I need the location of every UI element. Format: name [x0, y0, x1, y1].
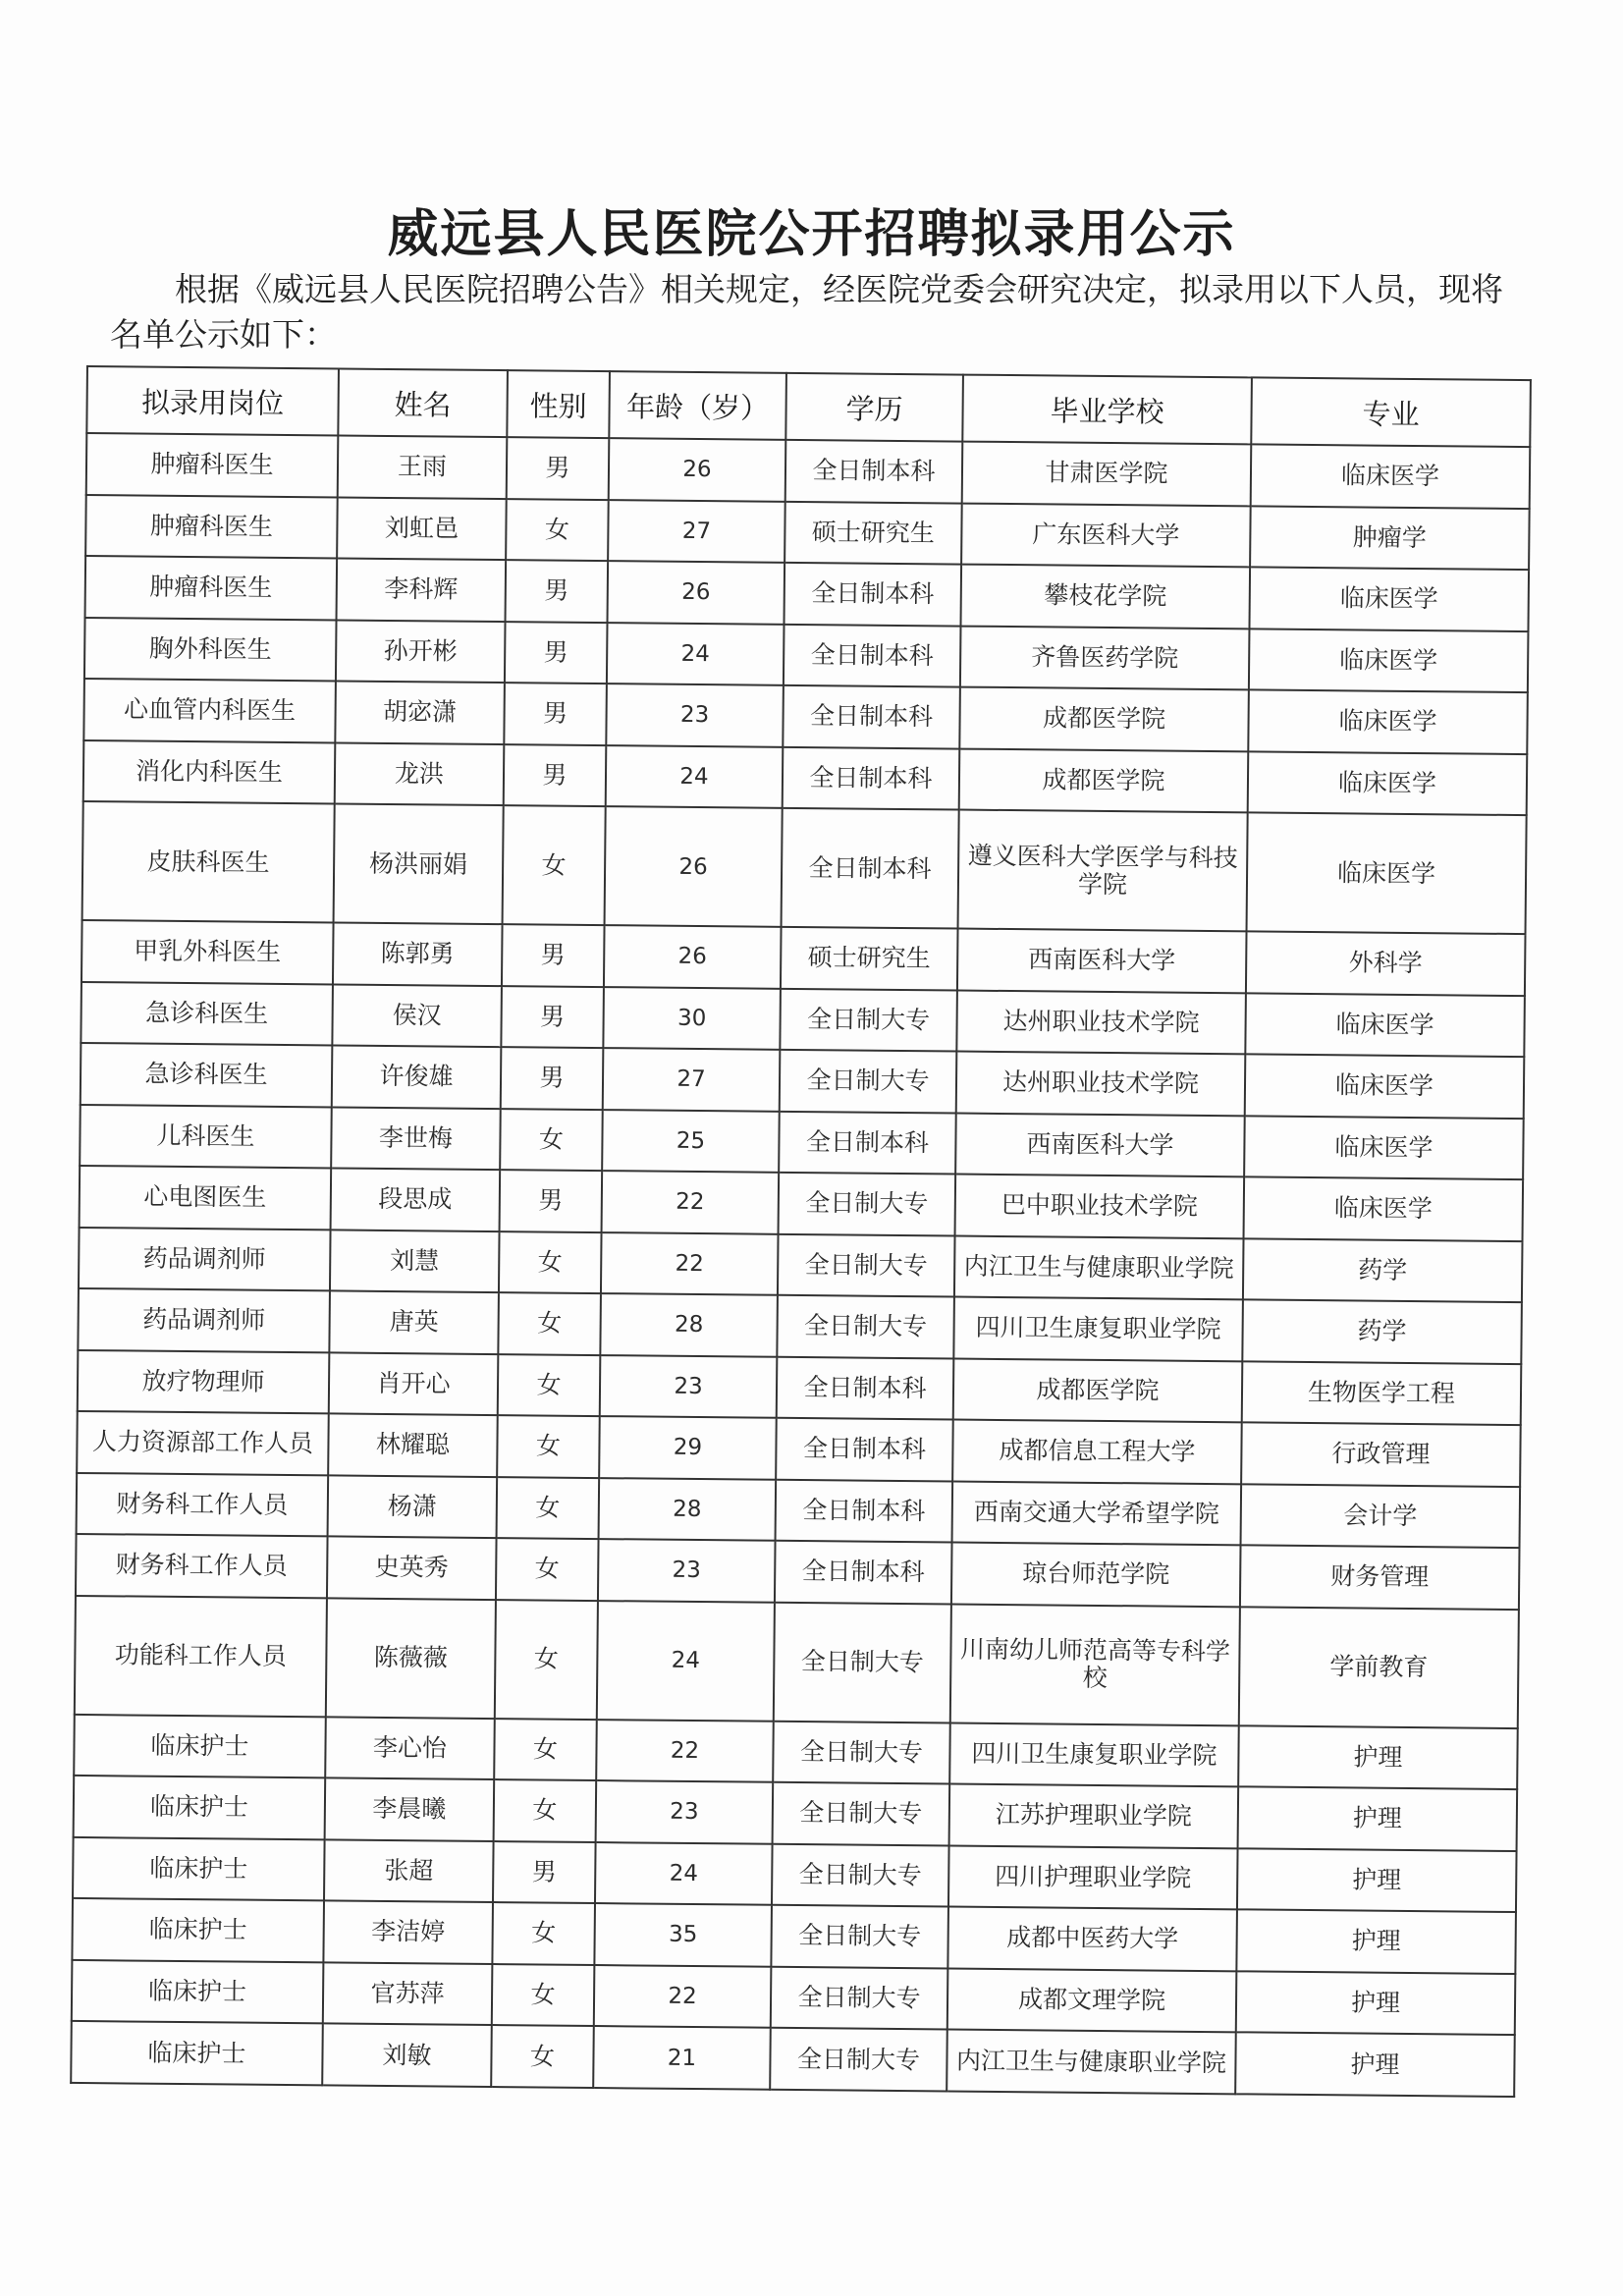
cell-position: 消化内科医生 [83, 740, 336, 804]
header-age: 年龄（岁） [609, 371, 786, 440]
table-row [82, 801, 1527, 934]
cell-education: 全日制本科 [776, 1418, 953, 1481]
cell-major: 行政管理 [1241, 1422, 1521, 1486]
cell-position: 人力资源部工作人员 [77, 1411, 329, 1475]
cell-age: 22 [601, 1232, 779, 1295]
cell-name: 杨洪丽娟 [334, 804, 504, 925]
cell-age: 28 [599, 1478, 777, 1541]
cell-position: 药品调剂师 [79, 1228, 331, 1291]
cell-name: 杨潇 [328, 1475, 498, 1538]
header-gender: 性别 [507, 370, 610, 438]
cell-school: 四川卫生康复职业学院 [949, 1722, 1239, 1786]
cell-name: 龙洪 [335, 742, 505, 805]
cell-school: 四川卫生康复职业学院 [953, 1297, 1243, 1361]
cell-gender: 男 [504, 744, 607, 807]
cell-name: 肖开心 [329, 1352, 499, 1415]
cell-gender: 女 [491, 2025, 594, 2088]
cell-gender: 男 [505, 622, 608, 684]
table-row [71, 2021, 1515, 2097]
cell-school: 成都医学院 [959, 687, 1249, 751]
cell-education: 全日制本科 [782, 808, 959, 929]
cell-position: 急诊科医生 [81, 981, 333, 1045]
cell-age: 26 [608, 561, 785, 624]
cell-education: 全日制大专 [772, 1843, 949, 1906]
cell-name: 孙开彬 [336, 620, 506, 683]
cell-age: 26 [609, 438, 786, 501]
cell-name: 刘敏 [322, 2024, 492, 2088]
cell-gender: 女 [492, 1902, 595, 1965]
cell-position: 心电图医生 [80, 1166, 332, 1230]
cell-age: 26 [605, 806, 783, 927]
cell-name: 李晨曦 [325, 1777, 495, 1840]
cell-name: 胡宓潇 [335, 682, 505, 744]
cell-major: 会计学 [1241, 1484, 1521, 1548]
cell-school: 攀枝花学院 [960, 565, 1250, 629]
cell-position: 功能科工作人员 [75, 1596, 327, 1717]
cell-position: 甲乳外科医生 [81, 920, 334, 984]
cell-education: 全日制本科 [783, 685, 960, 748]
cell-age: 28 [600, 1293, 778, 1356]
cell-gender: 女 [506, 499, 609, 562]
cell-school: 成都信息工程大学 [952, 1420, 1242, 1484]
cell-position: 肿瘤科医生 [85, 556, 338, 620]
cell-name: 陈郭勇 [333, 922, 503, 985]
cell-position: 财务科工作人员 [77, 1473, 329, 1537]
cell-age: 23 [598, 1539, 776, 1602]
header-major: 专业 [1251, 377, 1531, 447]
cell-name: 李世梅 [331, 1107, 501, 1170]
cell-school: 巴中职业技术学院 [955, 1175, 1245, 1238]
cell-position: 临床护士 [72, 1960, 324, 2024]
cell-education: 全日制本科 [775, 1541, 952, 1604]
header-education: 学历 [785, 373, 963, 442]
cell-name: 侯汉 [332, 984, 502, 1047]
table-body [71, 433, 1530, 2097]
cell-position: 临床护士 [74, 1776, 326, 1839]
cell-name: 陈薇薇 [326, 1598, 496, 1719]
cell-position: 皮肤科医生 [82, 801, 335, 922]
cell-school: 达州职业技术学院 [956, 1052, 1246, 1116]
cell-education: 全日制本科 [776, 1479, 953, 1542]
cell-education: 全日制本科 [783, 746, 960, 809]
cell-school: 内江卫生与健康职业学院 [947, 2030, 1236, 2095]
cell-major: 学前教育 [1239, 1607, 1519, 1728]
cell-gender: 女 [494, 1719, 597, 1781]
cell-gender: 女 [495, 1600, 598, 1720]
cell-gender: 男 [500, 1170, 603, 1232]
cell-position: 临床护士 [72, 1898, 324, 1962]
cell-major: 临床医学 [1249, 629, 1529, 692]
cell-gender: 女 [503, 805, 606, 925]
cell-position: 急诊科医生 [81, 1043, 333, 1107]
cell-gender: 男 [506, 560, 609, 623]
cell-school: 西南医科大学 [957, 929, 1247, 993]
cell-major: 护理 [1235, 2032, 1515, 2097]
cell-age: 30 [603, 987, 781, 1050]
cell-age: 23 [600, 1355, 778, 1418]
cell-education: 全日制本科 [779, 1111, 956, 1174]
cell-name: 李科辉 [337, 558, 507, 621]
cell-gender: 女 [498, 1292, 601, 1355]
cell-school: 达州职业技术学院 [956, 990, 1246, 1054]
cell-age: 25 [602, 1110, 780, 1173]
cell-age: 27 [608, 500, 785, 563]
cell-name: 张超 [324, 1839, 494, 1902]
cell-age: 22 [594, 1965, 772, 2028]
cell-age: 23 [596, 1780, 774, 1843]
cell-school: 齐鲁医药学院 [960, 626, 1250, 689]
cell-name: 史英秀 [327, 1537, 497, 1600]
cell-age: 23 [606, 683, 784, 746]
cell-school: 西南交通大学希望学院 [952, 1481, 1242, 1545]
cell-age: 26 [604, 925, 782, 988]
cell-school: 成都中医药大学 [947, 1907, 1237, 1971]
cell-position: 药品调剂师 [78, 1288, 330, 1352]
cell-education: 全日制大专 [780, 1050, 957, 1113]
cell-major: 临床医学 [1247, 812, 1527, 934]
cell-education: 全日制大专 [774, 1602, 951, 1722]
cell-school: 成都医学院 [959, 748, 1249, 812]
cell-education: 全日制本科 [784, 624, 961, 686]
cell-school: 四川护理职业学院 [948, 1845, 1238, 1909]
cell-major: 护理 [1238, 1725, 1518, 1789]
cell-age: 21 [593, 2026, 771, 2090]
cell-school: 内江卫生与健康职业学院 [954, 1235, 1244, 1299]
cell-position: 儿科医生 [80, 1105, 332, 1169]
cell-gender: 女 [494, 1779, 597, 1842]
cell-major: 临床医学 [1245, 1054, 1525, 1118]
cell-school: 成都医学院 [953, 1358, 1243, 1422]
cell-major: 临床医学 [1251, 444, 1531, 508]
cell-gender: 女 [499, 1231, 602, 1294]
header-position: 拟录用岗位 [86, 366, 339, 435]
header-name: 姓名 [338, 368, 508, 437]
cell-education: 全日制本科 [777, 1356, 954, 1419]
cell-gender: 男 [501, 986, 604, 1049]
cell-position: 心血管内科医生 [83, 679, 336, 742]
cell-school: 川南幼儿师范高等专科学校 [950, 1604, 1240, 1725]
cell-education: 全日制大专 [771, 1905, 948, 1968]
cell-gender: 男 [493, 1841, 596, 1904]
cell-school: 江苏护理职业学院 [949, 1784, 1239, 1848]
cell-major: 药学 [1242, 1299, 1522, 1363]
cell-name: 许俊雄 [332, 1045, 502, 1108]
cell-age: 24 [606, 745, 784, 808]
cell-name: 刘慧 [330, 1230, 500, 1292]
table-row [75, 1596, 1519, 1728]
cell-education: 全日制大专 [773, 1721, 950, 1783]
cell-education: 全日制大专 [771, 1966, 948, 2029]
cell-major: 财务管理 [1240, 1545, 1520, 1609]
cell-school: 遵义医科大学医学与科技学院 [958, 810, 1248, 932]
cell-position: 胸外科医生 [84, 618, 337, 682]
cell-major: 临床医学 [1245, 993, 1525, 1057]
cell-major: 临床医学 [1248, 751, 1528, 815]
cell-education: 全日制大专 [780, 988, 957, 1051]
cell-education: 硕士研究生 [784, 501, 962, 564]
cell-education: 全日制本科 [785, 440, 963, 503]
cell-position: 肿瘤科医生 [86, 433, 339, 497]
cell-major: 临床医学 [1244, 1116, 1524, 1179]
cell-major: 生物医学工程 [1242, 1361, 1522, 1425]
cell-gender: 男 [507, 437, 610, 500]
cell-major: 护理 [1238, 1786, 1518, 1850]
cell-gender: 男 [502, 924, 605, 987]
cell-name: 刘虹邑 [337, 497, 507, 560]
cell-major: 外科学 [1246, 931, 1526, 995]
cell-school: 成都文理学院 [947, 1968, 1237, 2032]
cell-name: 李心怡 [325, 1717, 495, 1779]
cell-age: 22 [602, 1171, 780, 1233]
cell-name: 李洁婷 [323, 1900, 493, 1963]
cell-position: 肿瘤科医生 [85, 495, 338, 559]
cell-major: 护理 [1236, 1971, 1516, 2035]
cell-age: 24 [607, 623, 784, 685]
cell-major: 临床医学 [1244, 1176, 1524, 1240]
cell-age: 24 [595, 1842, 773, 1905]
cell-name: 官苏萍 [323, 1962, 493, 2025]
cell-education: 全日制大专 [770, 2028, 947, 2092]
cell-school: 西南医科大学 [955, 1113, 1245, 1176]
cell-gender: 女 [492, 1964, 595, 2027]
cell-age: 29 [599, 1416, 777, 1479]
cell-position: 临床护士 [73, 1837, 325, 1901]
cell-major: 护理 [1236, 1909, 1516, 1973]
intro-paragraph: 根据《威远县人民医院招聘公告》相关规定，经医院党委会研究决定，拟录用以下人员，现将名单公示如下： [110, 270, 1503, 354]
cell-gender: 男 [504, 683, 607, 745]
cell-major: 临床医学 [1248, 689, 1528, 753]
hiring-table [70, 365, 1532, 2098]
cell-education: 全日制大专 [777, 1295, 954, 1358]
cell-school: 广东医科大学 [961, 503, 1251, 567]
cell-position: 临床护士 [71, 2021, 323, 2085]
cell-major: 肿瘤学 [1250, 506, 1530, 570]
cell-gender: 女 [496, 1538, 599, 1601]
cell-school: 琼台师范学院 [951, 1543, 1241, 1607]
cell-position: 临床护士 [74, 1714, 326, 1777]
cell-education: 全日制大专 [778, 1233, 955, 1296]
cell-education: 全日制大专 [773, 1782, 950, 1845]
cell-gender: 女 [498, 1354, 601, 1417]
cell-name: 王雨 [338, 435, 508, 498]
cell-education: 全日制大专 [779, 1173, 956, 1235]
cell-major: 临床医学 [1249, 567, 1529, 630]
cell-education: 全日制本科 [784, 563, 962, 626]
cell-position: 财务科工作人员 [76, 1534, 328, 1598]
cell-name: 唐英 [329, 1291, 499, 1354]
cell-age: 27 [603, 1048, 781, 1111]
cell-age: 22 [596, 1720, 774, 1782]
cell-position: 放疗物理师 [78, 1350, 330, 1414]
cell-gender: 女 [500, 1109, 603, 1172]
cell-name: 林耀聪 [328, 1414, 498, 1477]
cell-age: 24 [597, 1601, 775, 1722]
cell-education: 硕士研究生 [781, 927, 958, 990]
cell-major: 护理 [1237, 1848, 1517, 1912]
header-school: 毕业学校 [962, 375, 1252, 445]
hiring-table-wrapper [70, 365, 1530, 2098]
cell-age: 35 [594, 1903, 772, 1966]
cell-gender: 男 [501, 1047, 604, 1110]
cell-name: 段思成 [331, 1168, 501, 1230]
cell-gender: 女 [497, 1415, 600, 1478]
cell-gender: 女 [497, 1477, 600, 1540]
cell-major: 药学 [1243, 1238, 1523, 1302]
cell-school: 甘肃医学院 [962, 442, 1252, 506]
page-title: 威远县人民医院公开招聘拟录用公示 [387, 204, 1236, 264]
